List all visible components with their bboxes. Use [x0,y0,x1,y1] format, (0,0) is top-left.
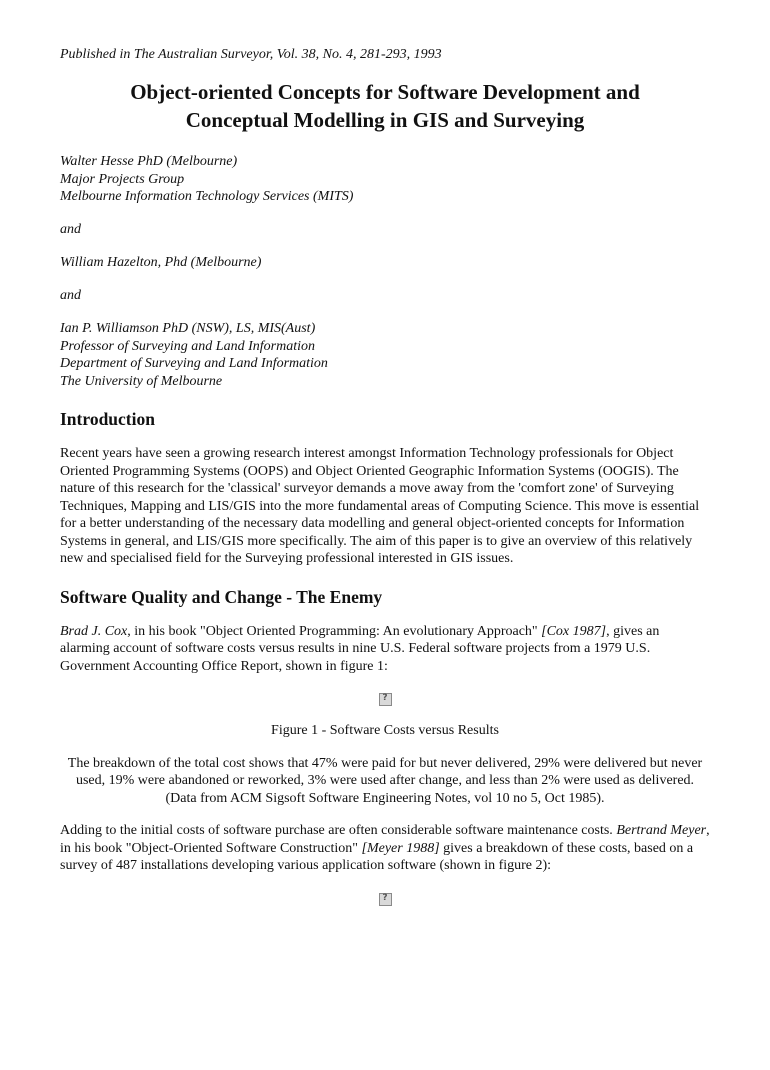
author-hesse [60,153,710,206]
author-line: Professor of Surveying and Land Information [60,338,315,354]
and-separator: and [60,287,81,303]
introduction-paragraph: Recent years have seen a growing research interest amongst Information Technology professionals for Object Oriented Programming Systems (OOPS) and Object Oriented Geographic Information Systems (OOGIS). The nature of this research for the 'classical' surveyor demands a move away from the 'comfort zone' of Surveying Techniques, Mapping and LIS/GIS into the more fundamental areas of Computing Science. This move is essential for a better understanding of the necessary data modelling and general object-oriented concepts for Information Systems in general, and LIS/GIS more specifically. The aim of this paper is to give an overview of this relatively new and specialised field for the Surveying professional interested in GIS issues. [60,446,700,566]
title-line-2: Conceptual Modelling in GIS and Surveying [185,108,585,132]
section-heading-introduction: Introduction [60,409,155,429]
author-line: Ian P. Williamson PhD (NSW), LS, MIS(Aust) [60,321,316,336]
and-separator: and [60,221,81,237]
broken-image-icon: ? [379,693,392,706]
author-hazelton [60,254,710,272]
figure-2-image [60,893,710,906]
paragraph-text: , in his book "Object Oriented Programming: An evolutionary Approach" [127,623,542,639]
author-line: Department of Surveying and Land Information [60,356,328,371]
section-heading-software-quality: Software Quality and Change - The Enemy [60,586,383,607]
author-name-cox: Brad J. Cox [60,623,128,639]
paragraph-text: , gives an alarming account of software costs versus results in nine U.S. Federal software projects from a 1979 U.S. Government Accounting Office Report, shown in figure 1: [60,623,660,674]
author-line: The University of Melbourne [60,373,223,389]
author-name-meyer: Bertrand Meyer [616,823,707,838]
citation-meyer: [Meyer 1988] [361,840,440,856]
paragraph-text: gives a breakdown of these costs, based on a survey of 487 installations developing various application software (shown in figure 2): [60,840,694,873]
figure-1-note: The breakdown of the total cost shows that 47% were paid for but never delivered, 29% were delivered but never used, 19% were abandoned or reworked, 3% were used after change, and less than 2% were used as delivered. (Data from ACM Sigsoft Software Engineering Notes, vol 10 no 5, Oct 1985). [67,755,703,806]
figure-1-caption: Figure 1 - Software Costs versus Results [271,723,499,738]
author-line: William Hazelton, Phd (Melbourne) [60,255,262,270]
figure-1-image [60,693,710,706]
broken-image-icon: ? [379,893,392,906]
author-line: Walter Hesse PhD (Melbourne) [60,154,238,169]
citation-cox: [Cox 1987] [541,623,607,639]
paragraph-text: Adding to the initial costs of software purchase are often considerable software maintenance costs. [60,823,613,838]
title-line-1: Object-oriented Concepts for Software Development and [130,80,640,104]
paper-title [60,78,710,134]
author-line: Major Projects Group [60,171,185,187]
document-page [0,46,710,906]
cox-paragraph [60,623,710,676]
author-line: Melbourne Information Technology Services (MITS) [60,189,354,204]
publication-line: Published in The Australian Surveyor, Vol. 38, No. 4, 281-293, 1993 [60,47,442,62]
meyer-paragraph [60,822,710,875]
paragraph-text: , in his book "Object-Oriented Software Construction" [60,823,710,856]
author-williamson [60,320,710,390]
